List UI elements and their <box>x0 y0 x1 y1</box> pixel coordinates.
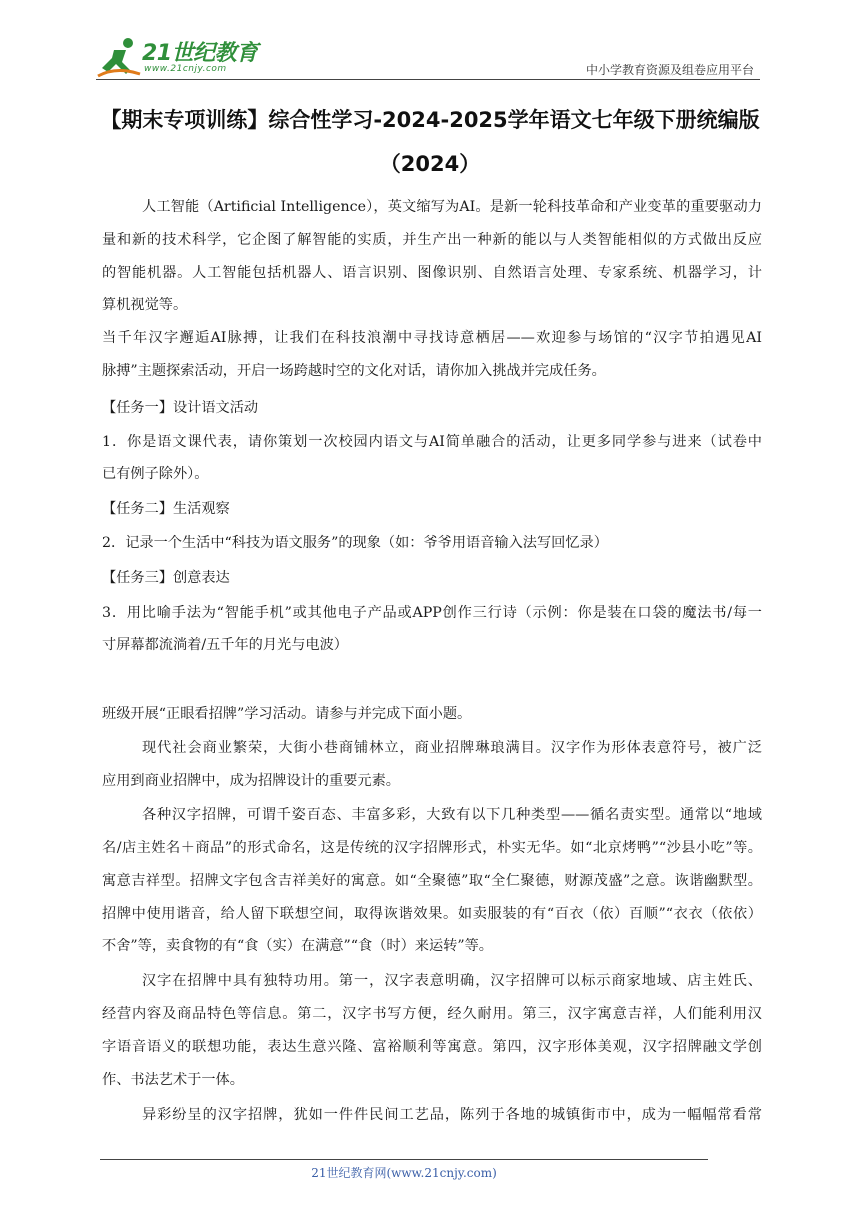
reading-intro: 班级开展“正眼看招牌”学习活动。请参与并完成下面小题。 <box>102 706 472 722</box>
reading-p2-line-2: 名/店主姓名＋商品”的形式命名，这是传统的汉字招牌形式，朴实无华。如“北京烤鸭”“沙县小吃”等。 <box>102 840 762 856</box>
page-header <box>96 36 760 80</box>
intro-line-4: 算机视觉等。 <box>102 297 188 313</box>
document-title-year: （2024） <box>379 152 481 176</box>
activity-line-2: 脉搏”主题探索活动，开启一场跨越时空的文化对话，请你加入挑战并完成任务。 <box>102 363 606 379</box>
reading-p2-line-1: 各种汉字招牌，可谓千姿百态、丰富多彩，大致有以下几种类型——循名责实型。通常以“地域 <box>142 807 762 823</box>
reading-p2-line-5: 不舍”等，卖食物的有“食（实）在满意”“食（时）来运转”等。 <box>102 938 493 954</box>
question-3-line-2: 寸屏幕都流淌着/五千年的月光与电波） <box>102 637 348 653</box>
reading-p2-line-3: 寓意吉祥型。招牌文字包含吉祥美好的寓意。如“全聚德”取“全仁聚德，财源茂盛”之意。诙谐幽默型。 <box>102 873 762 889</box>
question-1-line-2: 已有例子除外）。 <box>102 466 209 482</box>
question-1-line-1: 1．你是语文课代表，请你策划一次校园内语文与AI简单融合的活动，让更多同学参与进来（试卷中 <box>102 434 762 450</box>
document-title: 【期末专项训练】综合性学习-2024-2025学年语文七年级下册统编版 <box>100 108 760 132</box>
intro-line-3: 的智能机器。人工智能包括机器人、语言识别、图像识别、自然语言处理、专家系统、机器学习，计 <box>102 265 762 281</box>
reading-p1-line-2: 应用到商业招牌中，成为招牌设计的重要元素。 <box>102 773 400 789</box>
intro-line-1: 人工智能（Artificial Intelligence），英文缩写为AI。是新一轮科技革命和产业变革的重要驱动力 <box>142 199 762 215</box>
logo-url: www.21cnjy.com <box>144 64 227 74</box>
task-2-heading: 【任务二】生活观察 <box>102 501 230 517</box>
reading-p1-line-1: 现代社会商业繁荣，大街小巷商铺林立，商业招牌琳琅满目。汉字作为形体表意符号，被广泛 <box>142 740 762 756</box>
question-2: 2．记录一个生活中“科技为语文服务”的现象（如：爷爷用语音输入法写回忆录） <box>102 535 608 551</box>
question-3-line-1: 3．用比喻手法为“智能手机”或其他电子产品或APP创作三行诗（示例：你是装在口袋的魔法书/每一 <box>102 605 762 621</box>
reading-p3-line-1: 汉字在招牌中具有独特功用。第一，汉字表意明确，汉字招牌可以标示商家地域、店主姓氏、 <box>142 973 762 989</box>
reading-p3-line-2: 经营内容及商品特色等信息。第二，汉字书写方便，经久耐用。第三，汉字寓意吉祥，人们能利用汉 <box>102 1006 762 1022</box>
runner-logo-icon <box>96 36 142 80</box>
reading-p3-line-3: 字语音语义的联想功能，表达生意兴隆、富裕顺利等寓意。第四，汉字形体美观，汉字招牌融文学创 <box>102 1039 762 1055</box>
activity-line-1: 当千年汉字邂逅AI脉搏，让我们在科技浪潮中寻找诗意栖居——欢迎参与场馆的“汉字节拍遇见AI <box>102 330 762 346</box>
reading-p3-line-4: 作、书法艺术于一体。 <box>102 1072 244 1088</box>
intro-line-2: 量和新的技术科学，它企图了解智能的实质，并生产出一种新的能以与人类智能相似的方式做出反应 <box>102 232 762 248</box>
site-logo[interactable] <box>96 36 266 80</box>
logo-text: 21世纪教育 <box>142 41 258 66</box>
footer-link[interactable]: 21世纪教育网(www.21cnjy.com) <box>311 1166 497 1180</box>
reading-p4-line-1: 异彩纷呈的汉字招牌，犹如一件件民间工艺品，陈列于各地的城镇街市中，成为一幅幅常看常 <box>142 1107 762 1123</box>
platform-name: 中小学教育资源及组卷应用平台 <box>585 63 754 77</box>
task-1-heading: 【任务一】设计语文活动 <box>102 400 259 416</box>
footer-divider <box>100 1159 708 1160</box>
reading-p2-line-4: 招牌中使用谐音，给人留下联想空间，取得诙谐效果。如卖服装的有“百衣（依）百顺”“衣衣（依依） <box>102 906 762 922</box>
task-3-heading: 【任务三】创意表达 <box>102 570 230 586</box>
header-divider <box>96 79 760 80</box>
